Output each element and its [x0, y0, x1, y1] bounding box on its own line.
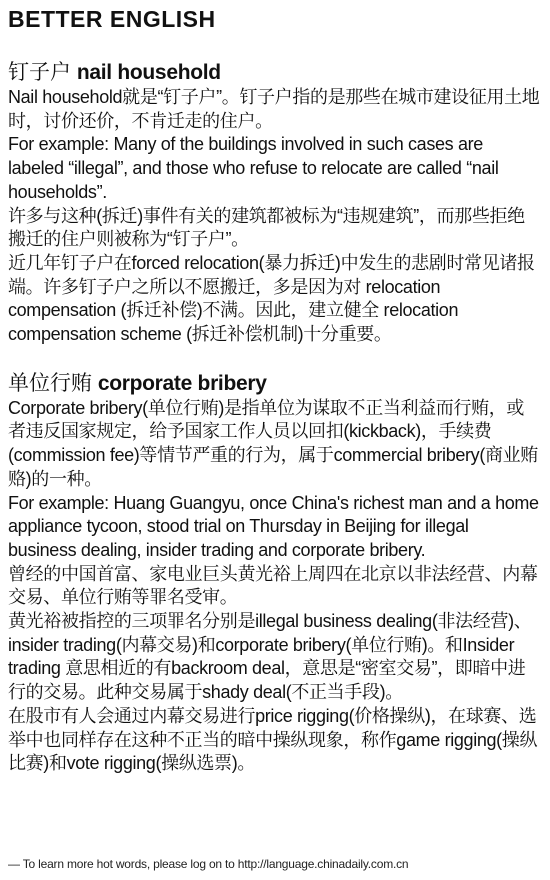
entry-en-term: nail household	[76, 61, 221, 84]
entry-paragraph: 许多与这种(拆迁)事件有关的建筑都被标为“违规建筑”，而那些拒绝搬迁的住户则被称为“钉子户”。	[8, 205, 525, 250]
entry-paragraph: Nail household就是“钉子户”。钉子户指的是那些在城市建设征用土地时，讨价还价，不肯迁走的住户。	[8, 87, 540, 131]
entry-corporate-bribery	[8, 371, 540, 776]
footer-note: — To learn more hot words, please log on to http://language.chinadaily.com.cn	[8, 857, 409, 871]
page-title: BETTER ENGLISH	[8, 6, 216, 32]
entry-nail-household	[8, 60, 540, 347]
entry-paragraph: 黄光裕被指控的三项罪名分别是illegal business dealing(非法经营)、insider trading(内幕交易)和corporate bribery(单位行贿)。和Insider trading 意思相近的有backroom deal，意思是“密室交易”，即暗中进行的交易。此种交易属于shady deal(不正当手段)。	[8, 611, 532, 703]
entry-example: For example: Many of the buildings involved in such cases are labeled “illegal”, and those who refuse to relocate are called “nail households”.	[8, 134, 499, 202]
entry-paragraph: Corporate bribery(单位行贿)是指单位为谋取不正当利益而行贿，或者违反国家规定，给予国家工作人员以回扣(kickback)，手续费(commission fee)等情节严重的行为，属于commercial bribery(商业贿赂)的一种。	[8, 397, 538, 489]
entry-cn-term: 单位行贿	[8, 371, 92, 395]
entry-paragraph: 在股市有人会通过内幕交易进行price rigging(价格操纵)，在球赛、选举中也同样存在这种不正当的暗中操纵现象，称作game rigging(操纵比赛)和vote rigging(操纵选票)。	[8, 705, 538, 774]
entry-heading	[8, 60, 540, 86]
entry-paragraph: 近几年钉子户在forced relocation(暴力拆迁)中发生的悲剧时常见诸报端。许多钉子户之所以不愿搬迁，多是因为对 relocation compensation (拆迁补偿)不满。因此，建立健全 relocation compensation scheme (拆迁补偿机制)十分重要。	[8, 252, 535, 345]
entry-en-term: corporate bribery	[97, 371, 267, 395]
entry-cn-term: 钉子户	[8, 61, 71, 84]
entry-paragraph: 曾经的中国首富、家电业巨头黄光裕上周四在北京以非法经营、内幕交易、单位行贿等罪名受审。	[8, 563, 538, 608]
entry-heading	[8, 371, 540, 397]
entry-example: For example: Huang Guangyu, once China's richest man and a home appliance tycoon, stood trial on Thursday in Beijing for illegal business dealing, insider trading and corporate bribery.	[8, 492, 539, 560]
section-gap	[8, 347, 540, 371]
